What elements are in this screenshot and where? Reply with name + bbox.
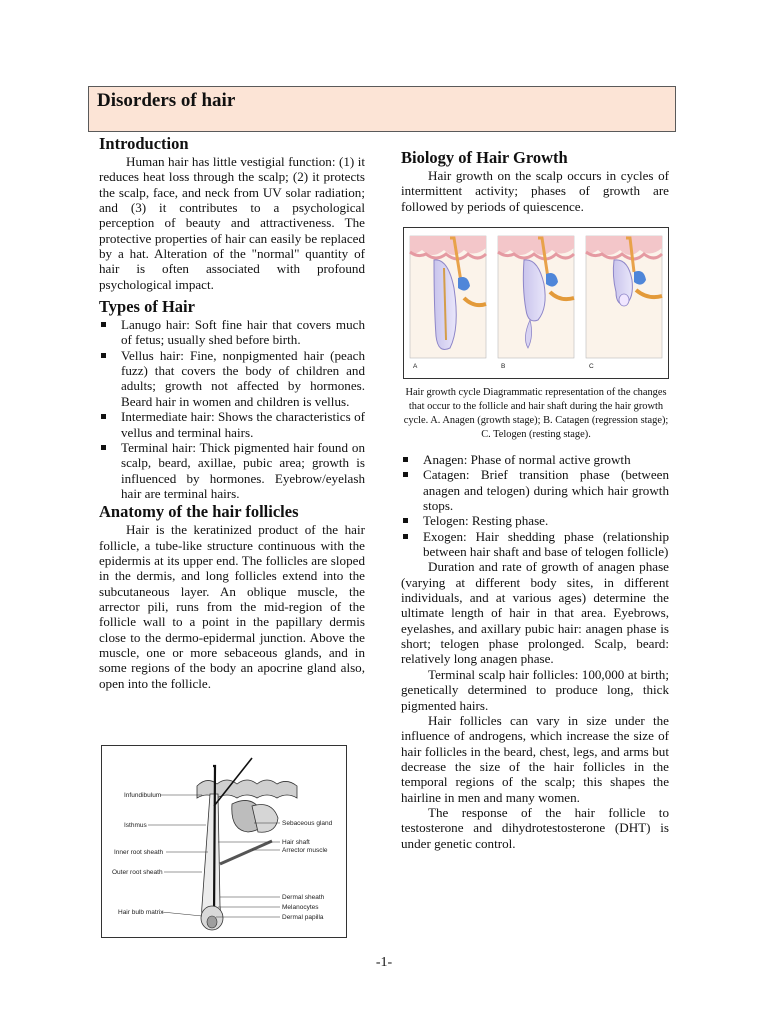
label-arrector-muscle: Arrector muscle: [282, 847, 328, 854]
panel-label-c: C: [589, 363, 594, 370]
paragraph-response: The response of the hair follicle to testosterone and dihydrotestosterone (DHT) is under genetic control.: [401, 804, 669, 851]
biology-heading: Biology of Hair Growth: [401, 148, 568, 167]
label-sebaceous-gland: Sebaceous gland: [282, 820, 333, 827]
list-item: Exogen: Hair shedding phase (relationship between hair shaft and base of telogen follicle): [401, 529, 669, 560]
label-inner-root-sheath: Inner root sheath: [114, 849, 164, 856]
label-infundibulum: Infundibulum: [124, 792, 162, 799]
paragraph-duration: Duration and rate of growth of anagen phase (varying at different body sites, in different individuals, and at various ages) determine the ultimate length of hair in that area. Eyebrows, eyelashes, and axillary pubic hair: anagen phase is short; telogen phase prolonged. Scalp, beard: relatively long anagen phase.: [401, 559, 669, 667]
label-melanocytes: Melanocytes: [282, 904, 319, 911]
label-dermal-sheath: Dermal sheath: [282, 894, 325, 901]
left-column: [99, 134, 365, 691]
anatomy-heading: Anatomy of the hair follicles: [99, 502, 299, 522]
phases-list: [401, 452, 669, 559]
intro-paragraph: Human hair has little vestigial function: (1) it reduces heat loss through the scalp; (2) it protects the scalp, face, and neck from UV solar radiation; and (3) it contributes to a psychological perception of beauty and attractiveness. The protective properties of hair can easily be replaced by a hat. Alteration of the "normal" quantity of hair is often associated with profound psychological impact.: [99, 154, 365, 292]
types-heading: Types of Hair: [99, 297, 195, 317]
list-item: Catagen: Brief transition phase (between anagen and telogen) during which hair growth stops.: [401, 467, 669, 513]
label-hair-bulb-matrix: Hair bulb matrix: [118, 909, 164, 916]
biology-paragraph: Hair growth on the scalp occurs in cycles of intermittent activity; phases of growth are followed by periods of quiescence.: [401, 168, 669, 214]
growth-cycle-illustration: [404, 228, 668, 378]
label-isthmus: Isthmus: [124, 822, 147, 829]
label-hair-shaft: Hair shaft: [282, 839, 310, 846]
hair-growth-cycle-figure: [403, 227, 669, 379]
label-dermal-papilla: Dermal papilla: [282, 914, 324, 921]
list-item: Telogen: Resting phase.: [401, 513, 669, 528]
list-item: Vellus hair: Fine, nonpigmented hair (peach fuzz) that covers the body of children and adults; growth not affected by hormones. Beard hair in women and children is vellus.: [99, 348, 365, 409]
right-column: [401, 148, 669, 214]
paragraph-androgens: Hair follicles can vary in size under the influence of androgens, which increase the size of hair follicles in the beard, chest, legs, and arms but decrease the size of the hair follicles in the temporal regions of the scalp; this shapes the hairline in men and many women.: [401, 712, 669, 805]
panel-label-b: B: [501, 363, 506, 370]
figure-caption: Hair growth cycle Diagrammatic representation of the changes that occur to the follicle and hair shaft during the hair growth cycle. A. Anagen (growth stage); B. Catagen (regression stage); C. Telogen (resting stage).: [403, 387, 669, 440]
list-item: Anagen: Phase of normal active growth: [401, 452, 669, 467]
paragraph-terminal: Terminal scalp hair follicles: 100,000 at birth; genetically determined to produce long, thick pigmented hairs.: [401, 666, 669, 713]
list-item: Terminal hair: Thick pigmented hair found on scalp, beard, axillae, pubic area; growth is influenced by hormones. Eyebrow/eyelash hair are terminal hairs.: [99, 440, 365, 501]
page-title: Disorders of hair: [97, 90, 236, 111]
title-box: [88, 86, 676, 132]
list-item: Intermediate hair: Shows the characteristics of vellus and terminal hairs.: [99, 409, 365, 440]
anatomy-paragraph: Hair is the keratinized product of the hair follicle, a tube-like structure continuous with the epidermis at its upper end. The follicles are sloped in the dermis, and long follicles extend into the subcutaneous layer. An oblique muscle, the arrector pili, runs from the mid-region of the follicle wall to a point in the papillary dermis close to the dermo-epidermal junction. Above the muscle, one or more sebaceous glands, and in some regions of the body an apocrine gland also, open into the follicle.: [99, 522, 365, 691]
label-outer-root-sheath: Outer root sheath: [112, 869, 163, 876]
right-column-lower: [401, 452, 669, 851]
types-list: [99, 317, 365, 501]
intro-heading: Introduction: [99, 134, 189, 153]
follicle-anatomy-illustration: [102, 746, 346, 937]
panel-label-a: A: [413, 363, 418, 370]
page-number: -1-: [375, 955, 393, 970]
list-item: Lanugo hair: Soft fine hair that covers much of fetus; usually shed before birth.: [99, 317, 365, 348]
hair-follicle-anatomy-figure: [101, 745, 347, 938]
